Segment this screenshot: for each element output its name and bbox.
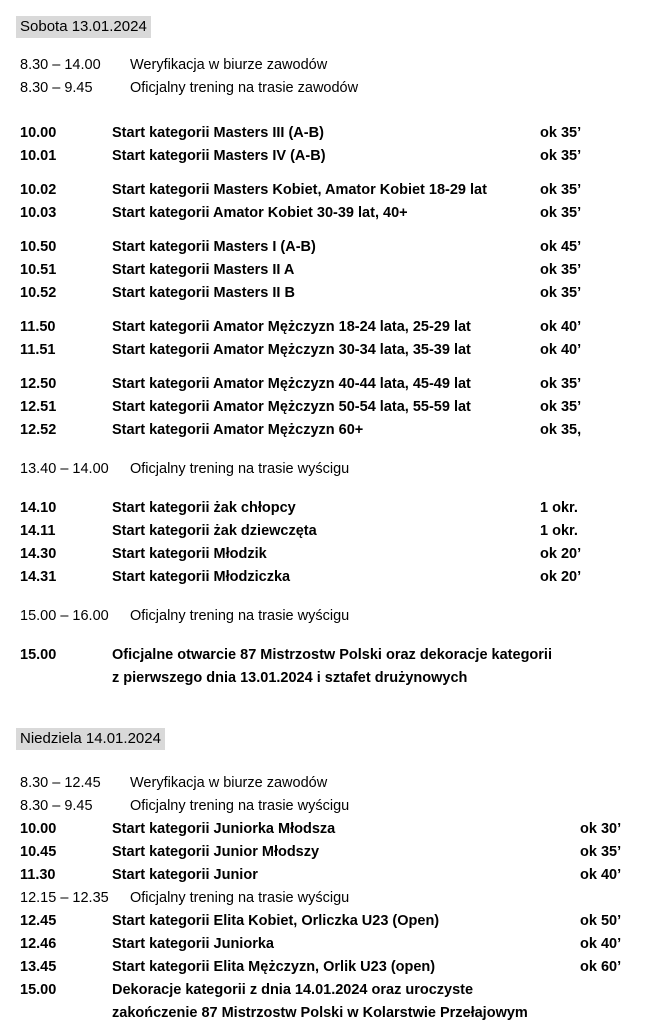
saturday-amator-young-group (0, 316, 649, 362)
row-description: Start kategorii Młodziczka (112, 569, 291, 585)
saturday-amator-senior-group (0, 373, 649, 442)
sunday-intro-rows (0, 772, 649, 818)
row-description: Start kategorii Amator Kobiet 30-39 lat, 40+ (112, 205, 408, 221)
row-duration: ok 35’ (540, 148, 582, 164)
saturday-masters-3-4-group (0, 122, 649, 168)
sunday-heading: Niedziela 14.01.2024 (16, 728, 165, 750)
schedule-row (0, 145, 649, 168)
schedule-row (0, 77, 649, 100)
row-description: Start kategorii Junior (112, 867, 258, 883)
sunday-section (0, 690, 649, 1025)
row-duration: 1 okr. (540, 500, 578, 516)
row-duration: ok 35’ (540, 182, 582, 198)
row-description: Start kategorii Amator Mężczyzn 40-44 lata, 45-49 lat (112, 376, 471, 392)
row-time: 10.03 (20, 205, 57, 221)
schedule-row (0, 772, 649, 795)
row-time: 8.30 – 9.45 (20, 80, 93, 96)
row-description: Oficjalny trening na trasie zawodów (130, 80, 359, 96)
spacer (0, 225, 649, 236)
row-duration: ok 35’ (540, 262, 582, 278)
row-description: Start kategorii Masters II A (112, 262, 295, 278)
row-description: Weryfikacja w biurze zawodów (130, 57, 328, 73)
row-description: Oficjalny trening na trasie wyścigu (130, 608, 350, 624)
row-duration: ok 40’ (540, 319, 582, 335)
schedule-row (0, 396, 649, 419)
row-description: Start kategorii Amator Mężczyzn 60+ (112, 422, 364, 438)
row-duration: ok 20’ (540, 569, 582, 585)
row-description: Start kategorii Juniorka (112, 936, 274, 952)
row-description: Start kategorii Junior Młodszy (112, 844, 320, 860)
schedule-row (0, 122, 649, 145)
spacer (0, 0, 649, 16)
saturday-heading: Sobota 13.01.2024 (16, 16, 151, 38)
row-time: 12.52 (20, 422, 57, 438)
schedule-row (0, 54, 649, 77)
row-time: 15.00 (20, 647, 57, 663)
row-time: 12.50 (20, 376, 57, 392)
schedule-row (0, 236, 649, 259)
schedule-row (0, 864, 649, 887)
row-time: 14.10 (20, 500, 57, 516)
schedule-row (0, 316, 649, 339)
row-time: 14.30 (20, 546, 57, 562)
schedule-row (0, 933, 649, 956)
row-description: Start kategorii Elita Mężczyzn, Orlik U23 (open) (112, 959, 436, 975)
row-time: 8.30 – 9.45 (20, 798, 93, 814)
row-time: 13.40 – 14.00 (20, 461, 109, 477)
row-duration: ok 35’ (540, 125, 582, 141)
row-description: Dekoracje kategorii z dnia 14.01.2024 oraz uroczyste (112, 982, 474, 998)
saturday-ceremony (0, 644, 649, 690)
sunday-junior-group (0, 818, 649, 887)
row-time: 13.45 (20, 959, 57, 975)
schedule-row (0, 419, 649, 442)
row-time: 12.46 (20, 936, 57, 952)
row-time: 12.45 (20, 913, 57, 929)
row-description: Start kategorii Masters II B (112, 285, 295, 301)
row-duration: ok 50’ (580, 913, 622, 929)
row-time: 8.30 – 14.00 (20, 57, 101, 73)
row-description: Start kategorii Amator Mężczyzn 18-24 lata, 25-29 lat (112, 319, 471, 335)
row-duration: ok 40’ (540, 342, 582, 358)
row-time: 11.50 (20, 319, 56, 335)
row-description: Start kategorii Amator Mężczyzn 50-54 lata, 55-59 lat (112, 399, 471, 415)
row-duration: ok 20’ (540, 546, 582, 562)
row-time: 14.31 (20, 569, 57, 585)
spacer (0, 38, 649, 54)
row-time: 10.52 (20, 285, 57, 301)
schedule-row (0, 179, 649, 202)
schedule-row (0, 259, 649, 282)
row-time: 10.02 (20, 182, 57, 198)
schedule-row (0, 520, 649, 543)
row-duration: ok 35, (540, 422, 582, 438)
spacer (0, 100, 649, 122)
schedule-row (0, 841, 649, 864)
row-duration: ok 60’ (580, 959, 622, 975)
row-duration: 1 okr. (540, 523, 578, 539)
row-time: 8.30 – 12.45 (20, 775, 101, 791)
row-description: Weryfikacja w biurze zawodów (130, 775, 328, 791)
row-time: 10.01 (20, 148, 57, 164)
row-description: Start kategorii Amator Mężczyzn 30-34 lata, 35-39 lat (112, 342, 471, 358)
row-description-line2: z pierwszego dnia 13.01.2024 i sztafet drużynowych (112, 670, 468, 686)
row-time: 11.51 (20, 342, 56, 358)
row-description: Oficjalne otwarcie 87 Mistrzostw Polski oraz dekoracje kategorii (112, 647, 552, 663)
row-time: 15.00 – 16.00 (20, 608, 109, 624)
row-duration: ok 40’ (580, 936, 622, 952)
row-duration: ok 35’ (540, 376, 582, 392)
row-description: Start kategorii Masters I (A-B) (112, 239, 316, 255)
row-duration: ok 35’ (540, 285, 582, 301)
row-time: 12.51 (20, 399, 57, 415)
row-time: 10.51 (20, 262, 57, 278)
saturday-youth-group (0, 497, 649, 589)
saturday-kobiety-group (0, 179, 649, 225)
spacer (0, 628, 649, 644)
saturday-masters-1-2-group (0, 236, 649, 305)
row-description: Start kategorii żak chłopcy (112, 500, 296, 516)
row-time: 10.50 (20, 239, 57, 255)
row-duration: ok 35’ (540, 205, 582, 221)
row-description: Oficjalny trening na trasie wyścigu (130, 798, 350, 814)
spacer (0, 362, 649, 373)
row-duration: ok 40’ (580, 867, 622, 883)
schedule-row (0, 543, 649, 566)
row-description: Start kategorii Młodzik (112, 546, 267, 562)
row-time: 10.45 (20, 844, 57, 860)
schedule-row (0, 887, 649, 910)
schedule-row (0, 566, 649, 589)
spacer (0, 305, 649, 316)
row-time: 15.00 (20, 982, 57, 998)
row-description: Start kategorii Elita Kobiet, Orliczka U23 (Open) (112, 913, 440, 929)
row-description: Start kategorii Masters Kobiet, Amator Kobiet 18-29 lat (112, 182, 487, 198)
row-time: 11.30 (20, 867, 56, 883)
schedule-row (0, 644, 649, 667)
row-description: Start kategorii żak dziewczęta (112, 523, 317, 539)
sunday-heading-wrap (16, 728, 649, 750)
row-description: Start kategorii Masters III (A-B) (112, 125, 324, 141)
row-description: Start kategorii Juniorka Młodsza (112, 821, 336, 837)
row-description: Start kategorii Masters IV (A-B) (112, 148, 326, 164)
spacer (0, 712, 649, 728)
saturday-heading-wrap (16, 16, 649, 38)
schedule-row (0, 202, 649, 225)
spacer (0, 168, 649, 179)
schedule-row (0, 497, 649, 520)
row-time: 12.15 – 12.35 (20, 890, 109, 906)
row-duration: ok 35’ (580, 844, 622, 860)
row-time: 10.00 (20, 821, 57, 837)
schedule-row (0, 282, 649, 305)
row-time: 10.00 (20, 125, 57, 141)
spacer (0, 750, 649, 772)
schedule-row (0, 605, 649, 628)
schedule-row (0, 818, 649, 841)
schedule-row (0, 979, 649, 1002)
saturday-intro-rows (0, 54, 649, 100)
row-description: Oficjalny trening na trasie wyścigu (130, 461, 350, 477)
row-duration: ok 45’ (540, 239, 582, 255)
schedule-row (0, 373, 649, 396)
sunday-elite-group (0, 910, 649, 979)
schedule-row (0, 795, 649, 818)
sunday-ceremony (0, 979, 649, 1025)
row-duration: ok 30’ (580, 821, 622, 837)
row-description: Oficjalny trening na trasie wyścigu (130, 890, 350, 906)
row-time: 14.11 (20, 523, 56, 539)
schedule-row (0, 956, 649, 979)
row-duration: ok 35’ (540, 399, 582, 415)
spacer (0, 442, 649, 458)
schedule-row (0, 458, 649, 481)
schedule-row (0, 910, 649, 933)
row-description-line2: zakończenie 87 Mistrzostw Polski w Kolarstwie Przełajowym (112, 1005, 528, 1021)
spacer (0, 690, 649, 712)
spacer (0, 481, 649, 497)
spacer (0, 589, 649, 605)
schedule-row (0, 339, 649, 362)
